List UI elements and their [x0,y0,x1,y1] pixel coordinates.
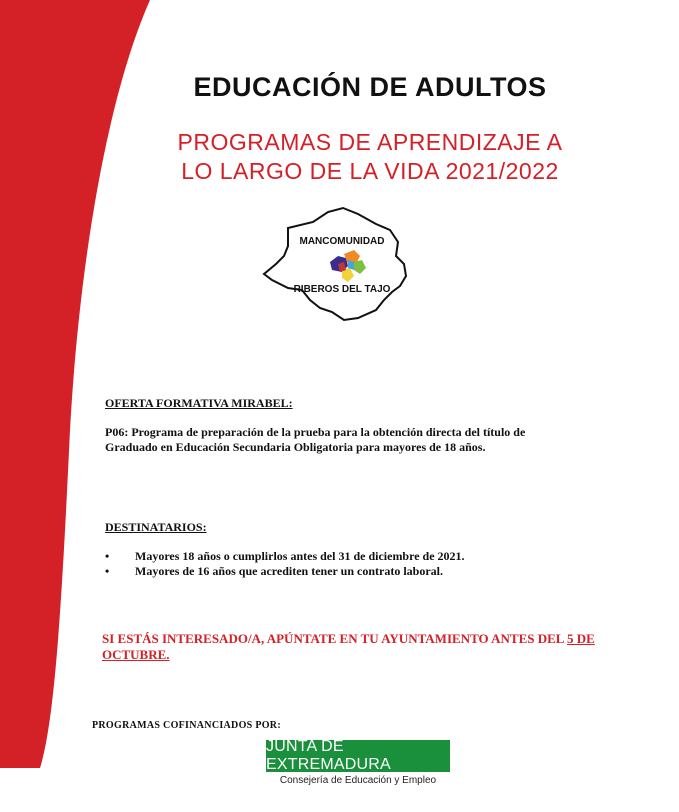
oferta-line: P06: Programa de preparación de la prueba para la obtención directa del título de [105,425,526,439]
junta-subtitle: Consejería de Educación y Empleo [279,775,437,786]
list-item [105,549,605,564]
page-subtitle [120,128,620,186]
list-item-text: Mayores de 16 años que acrediten tener un contrato laboral. [135,564,443,578]
cta-deadline-2: OCTUBRE. [102,647,170,662]
subtitle-line: LO LARGO DE LA VIDA 2021/2022 [181,158,559,184]
destinatarios-heading: DESTINATARIOS: [105,520,207,534]
oferta-line: Graduado en Educación Secundaria Obligatoria para mayores de 18 años. [105,440,486,454]
subtitle-line: PROGRAMAS DE APRENDIZAJE A [177,129,563,155]
destinatarios-list [105,549,605,579]
oferta-heading: OFERTA FORMATIVA MIRABEL: [105,396,293,410]
bullet-icon: • [105,564,110,578]
list-item [105,564,605,579]
junta-name: JUNTA DE EXTREMADURA [266,738,391,773]
junta-logo [266,740,450,772]
logo-text-bottom: RIBEROS DEL TAJO [293,284,391,295]
cta-text: SI ESTÁS INTERESADO/A, APÚNTATE EN TU AYUNTAMIENTO ANTES DEL [102,631,568,646]
page-title: EDUCACIÓN DE ADULTOS [193,72,547,102]
bullet-icon: • [105,549,110,563]
mancomunidad-logo [258,200,428,330]
cta-deadline-1: 5 DE [567,631,595,646]
oferta-description [105,425,595,455]
logo-text-top: MANCOMUNIDAD [299,236,385,247]
call-to-action [102,631,602,663]
list-item-text: Mayores 18 años o cumplirlos antes del 31 de diciembre de 2021. [135,549,465,563]
cofinanciado-label: PROGRAMAS COFINANCIADOS POR: [92,720,281,731]
